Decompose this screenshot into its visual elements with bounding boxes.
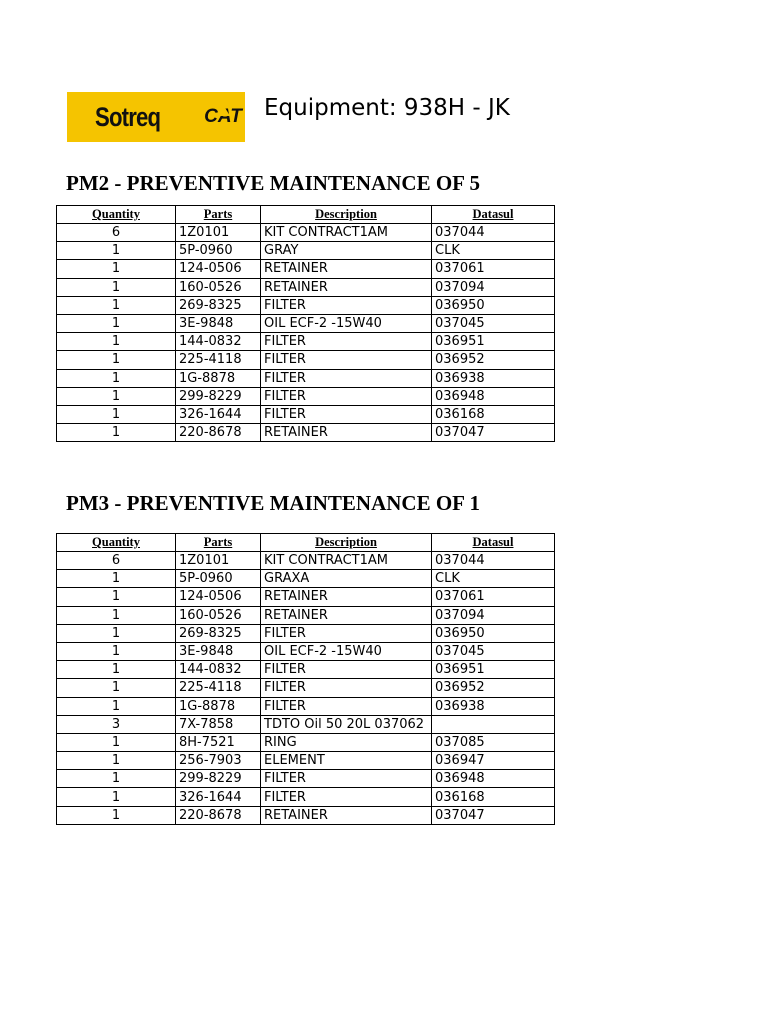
header-description: Description (261, 534, 432, 552)
cell-description: FILTER (261, 405, 432, 423)
cell-description: FILTER (261, 661, 432, 679)
table-row (57, 588, 555, 606)
cell-datasul: 037094 (432, 606, 555, 624)
header-parts: Parts (176, 206, 261, 224)
sotreq-logo-text: Sotreq (95, 101, 161, 132)
cell-quantity: 1 (57, 661, 176, 679)
table-header-row (57, 206, 555, 224)
table-header-row (57, 534, 555, 552)
cell-description: TDTO Oil 50 20L 037062 (261, 715, 432, 733)
table-row (57, 296, 555, 314)
table-row (57, 333, 555, 351)
header-quantity: Quantity (57, 206, 176, 224)
cell-part-number: 220-8678 (176, 806, 261, 824)
header-quantity: Quantity (57, 534, 176, 552)
cell-part-number: 124-0506 (176, 588, 261, 606)
cell-description: KIT CONTRACT1AM (261, 224, 432, 242)
cell-part-number: 3E-9848 (176, 642, 261, 660)
cell-quantity: 6 (57, 552, 176, 570)
cell-part-number: 144-0832 (176, 661, 261, 679)
cell-quantity: 1 (57, 405, 176, 423)
cell-description: RETAINER (261, 606, 432, 624)
cell-part-number: 326-1644 (176, 788, 261, 806)
cell-description: RETAINER (261, 806, 432, 824)
cell-quantity: 1 (57, 351, 176, 369)
cell-quantity: 1 (57, 679, 176, 697)
table-row (57, 405, 555, 423)
table-row (57, 752, 555, 770)
cell-datasul: 036951 (432, 333, 555, 351)
cell-description: FILTER (261, 351, 432, 369)
cell-datasul: 037094 (432, 278, 555, 296)
cell-part-number: 299-8229 (176, 770, 261, 788)
table-row (57, 715, 555, 733)
cell-quantity: 1 (57, 296, 176, 314)
cell-quantity: 1 (57, 369, 176, 387)
cell-part-number: 124-0506 (176, 260, 261, 278)
cell-description: RING (261, 733, 432, 751)
cell-part-number: 144-0832 (176, 333, 261, 351)
pm3-parts-table (56, 533, 555, 825)
cell-part-number: 3E-9848 (176, 314, 261, 332)
cell-part-number: 269-8325 (176, 296, 261, 314)
cell-part-number: 5P-0960 (176, 570, 261, 588)
table-row (57, 424, 555, 442)
cell-quantity: 1 (57, 588, 176, 606)
cell-description: RETAINER (261, 278, 432, 296)
cell-description: ELEMENT (261, 752, 432, 770)
table-row (57, 570, 555, 588)
cell-datasul: 036938 (432, 369, 555, 387)
cell-quantity: 1 (57, 260, 176, 278)
table-row (57, 733, 555, 751)
cell-description: FILTER (261, 296, 432, 314)
cell-datasul: 036950 (432, 624, 555, 642)
cell-part-number: 256-7903 (176, 752, 261, 770)
cell-part-number: 1G-8878 (176, 697, 261, 715)
cell-quantity: 1 (57, 333, 176, 351)
cell-part-number: 160-0526 (176, 278, 261, 296)
cell-part-number: 7X-7858 (176, 715, 261, 733)
cell-datasul: 036951 (432, 661, 555, 679)
cell-datasul: CLK (432, 570, 555, 588)
cell-description: FILTER (261, 679, 432, 697)
cell-quantity: 1 (57, 278, 176, 296)
cell-quantity: 1 (57, 242, 176, 260)
cell-description: RETAINER (261, 424, 432, 442)
cell-datasul: 036168 (432, 788, 555, 806)
cell-description: FILTER (261, 387, 432, 405)
cell-datasul: 037047 (432, 424, 555, 442)
cell-quantity: 1 (57, 733, 176, 751)
cell-datasul: CLK (432, 242, 555, 260)
table-row (57, 351, 555, 369)
table-row (57, 806, 555, 824)
cell-description: GRAY (261, 242, 432, 260)
cell-quantity: 1 (57, 752, 176, 770)
header-datasul: Datasul (432, 534, 555, 552)
table-row (57, 661, 555, 679)
cell-description: KIT CONTRACT1AM (261, 552, 432, 570)
cell-quantity: 1 (57, 424, 176, 442)
cell-part-number: 160-0526 (176, 606, 261, 624)
cell-datasul: 036950 (432, 296, 555, 314)
table-row (57, 552, 555, 570)
cell-datasul: 036948 (432, 387, 555, 405)
equipment-title: Equipment: 938H - JK (264, 95, 510, 121)
table-row (57, 679, 555, 697)
cell-quantity: 1 (57, 697, 176, 715)
table-row (57, 697, 555, 715)
cell-quantity: 1 (57, 387, 176, 405)
cell-quantity: 1 (57, 314, 176, 332)
cell-datasul: 037061 (432, 588, 555, 606)
table-row (57, 260, 555, 278)
cell-datasul: 036952 (432, 679, 555, 697)
cell-datasul: 037044 (432, 224, 555, 242)
cell-description: GRAXA (261, 570, 432, 588)
cell-quantity: 6 (57, 224, 176, 242)
cell-part-number: 225-4118 (176, 351, 261, 369)
cell-datasul: 037085 (432, 733, 555, 751)
table-row (57, 770, 555, 788)
cell-part-number: 1G-8878 (176, 369, 261, 387)
header-parts: Parts (176, 534, 261, 552)
table-row (57, 606, 555, 624)
cell-description: OIL ECF-2 -15W40 (261, 314, 432, 332)
table-row (57, 242, 555, 260)
cell-part-number: 220-8678 (176, 424, 261, 442)
cell-description: OIL ECF-2 -15W40 (261, 642, 432, 660)
cell-datasul (432, 715, 555, 733)
sotreq-cat-logo (67, 92, 245, 142)
cell-datasul: 036952 (432, 351, 555, 369)
cell-description: FILTER (261, 697, 432, 715)
cell-datasul: 037061 (432, 260, 555, 278)
table-row (57, 314, 555, 332)
cell-datasul: 037045 (432, 314, 555, 332)
cat-logo-text: CAT (201, 98, 245, 136)
cell-part-number: 326-1644 (176, 405, 261, 423)
cell-description: FILTER (261, 624, 432, 642)
table-row (57, 624, 555, 642)
cell-description: FILTER (261, 770, 432, 788)
cell-datasul: 037047 (432, 806, 555, 824)
cell-datasul: 037045 (432, 642, 555, 660)
cell-part-number: 225-4118 (176, 679, 261, 697)
cell-quantity: 1 (57, 642, 176, 660)
header-datasul: Datasul (432, 206, 555, 224)
cell-quantity: 1 (57, 570, 176, 588)
cell-description: FILTER (261, 369, 432, 387)
cell-datasul: 036947 (432, 752, 555, 770)
cell-description: RETAINER (261, 588, 432, 606)
cell-datasul: 036168 (432, 405, 555, 423)
cell-part-number: 8H-7521 (176, 733, 261, 751)
cell-description: FILTER (261, 333, 432, 351)
table-row (57, 788, 555, 806)
table-row (57, 369, 555, 387)
cell-datasul: 036948 (432, 770, 555, 788)
cell-quantity: 1 (57, 624, 176, 642)
cell-quantity: 1 (57, 806, 176, 824)
cell-part-number: 269-8325 (176, 624, 261, 642)
cell-part-number: 1Z0101 (176, 224, 261, 242)
cell-quantity: 1 (57, 770, 176, 788)
header-description: Description (261, 206, 432, 224)
cell-description: RETAINER (261, 260, 432, 278)
cell-part-number: 5P-0960 (176, 242, 261, 260)
cell-quantity: 3 (57, 715, 176, 733)
pm3-title: PM3 - PREVENTIVE MAINTENANCE OF 1 (66, 491, 480, 515)
pm2-title: PM2 - PREVENTIVE MAINTENANCE OF 5 (66, 171, 480, 195)
cell-quantity: 1 (57, 606, 176, 624)
cell-datasul: 037044 (432, 552, 555, 570)
table-row (57, 642, 555, 660)
table-row (57, 387, 555, 405)
pm2-parts-table (56, 205, 555, 442)
cell-description: FILTER (261, 788, 432, 806)
table-row (57, 224, 555, 242)
cell-part-number: 299-8229 (176, 387, 261, 405)
table-row (57, 278, 555, 296)
cell-part-number: 1Z0101 (176, 552, 261, 570)
cell-quantity: 1 (57, 788, 176, 806)
cell-datasul: 036938 (432, 697, 555, 715)
